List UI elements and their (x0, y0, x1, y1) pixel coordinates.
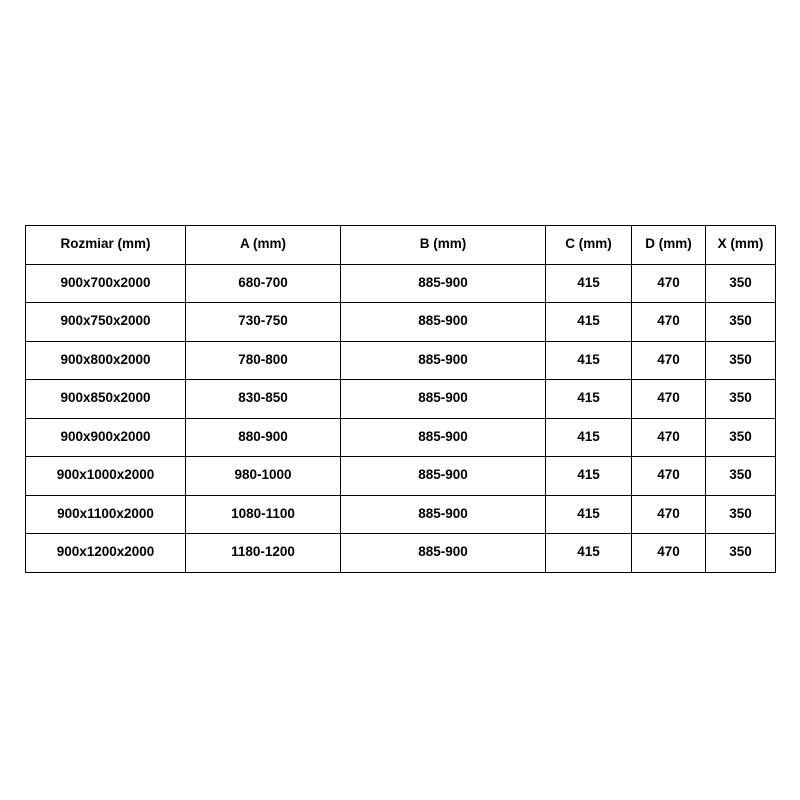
table-row (26, 380, 776, 419)
size-specification-table (25, 225, 776, 573)
cell-b: 885-900 (341, 495, 546, 534)
table-row (26, 264, 776, 303)
column-header-d: D (mm) (632, 226, 706, 265)
cell-c: 415 (546, 534, 632, 573)
cell-rozmiar: 900x800x2000 (26, 341, 186, 380)
table-row (26, 457, 776, 496)
cell-b: 885-900 (341, 264, 546, 303)
cell-x: 350 (706, 380, 776, 419)
cell-c: 415 (546, 380, 632, 419)
cell-d: 470 (632, 264, 706, 303)
cell-b: 885-900 (341, 303, 546, 342)
cell-x: 350 (706, 534, 776, 573)
table-header (26, 226, 776, 265)
table-row (26, 534, 776, 573)
cell-d: 470 (632, 303, 706, 342)
table-row (26, 341, 776, 380)
cell-x: 350 (706, 418, 776, 457)
cell-d: 470 (632, 341, 706, 380)
column-header-a: A (mm) (186, 226, 341, 265)
cell-a: 780-800 (186, 341, 341, 380)
cell-b: 885-900 (341, 534, 546, 573)
table-header-row (26, 226, 776, 265)
cell-x: 350 (706, 341, 776, 380)
table-row (26, 303, 776, 342)
cell-a: 680-700 (186, 264, 341, 303)
column-header-x: X (mm) (706, 226, 776, 265)
cell-a: 730-750 (186, 303, 341, 342)
cell-rozmiar: 900x700x2000 (26, 264, 186, 303)
cell-c: 415 (546, 303, 632, 342)
spec-table-container (25, 225, 775, 573)
cell-rozmiar: 900x1200x2000 (26, 534, 186, 573)
cell-d: 470 (632, 495, 706, 534)
cell-b: 885-900 (341, 341, 546, 380)
cell-a: 1080-1100 (186, 495, 341, 534)
cell-d: 470 (632, 380, 706, 419)
cell-b: 885-900 (341, 457, 546, 496)
cell-d: 470 (632, 418, 706, 457)
cell-a: 830-850 (186, 380, 341, 419)
cell-rozmiar: 900x1000x2000 (26, 457, 186, 496)
table-row (26, 495, 776, 534)
column-header-c: C (mm) (546, 226, 632, 265)
cell-c: 415 (546, 418, 632, 457)
cell-a: 1180-1200 (186, 534, 341, 573)
cell-x: 350 (706, 457, 776, 496)
cell-d: 470 (632, 457, 706, 496)
column-header-rozmiar: Rozmiar (mm) (26, 226, 186, 265)
cell-x: 350 (706, 495, 776, 534)
cell-b: 885-900 (341, 380, 546, 419)
cell-c: 415 (546, 457, 632, 496)
cell-c: 415 (546, 264, 632, 303)
cell-rozmiar: 900x850x2000 (26, 380, 186, 419)
cell-a: 980-1000 (186, 457, 341, 496)
cell-c: 415 (546, 495, 632, 534)
table-row (26, 418, 776, 457)
cell-x: 350 (706, 264, 776, 303)
column-header-b: B (mm) (341, 226, 546, 265)
cell-x: 350 (706, 303, 776, 342)
cell-rozmiar: 900x900x2000 (26, 418, 186, 457)
cell-a: 880-900 (186, 418, 341, 457)
cell-rozmiar: 900x1100x2000 (26, 495, 186, 534)
cell-c: 415 (546, 341, 632, 380)
cell-b: 885-900 (341, 418, 546, 457)
cell-rozmiar: 900x750x2000 (26, 303, 186, 342)
cell-d: 470 (632, 534, 706, 573)
table-body (26, 264, 776, 572)
